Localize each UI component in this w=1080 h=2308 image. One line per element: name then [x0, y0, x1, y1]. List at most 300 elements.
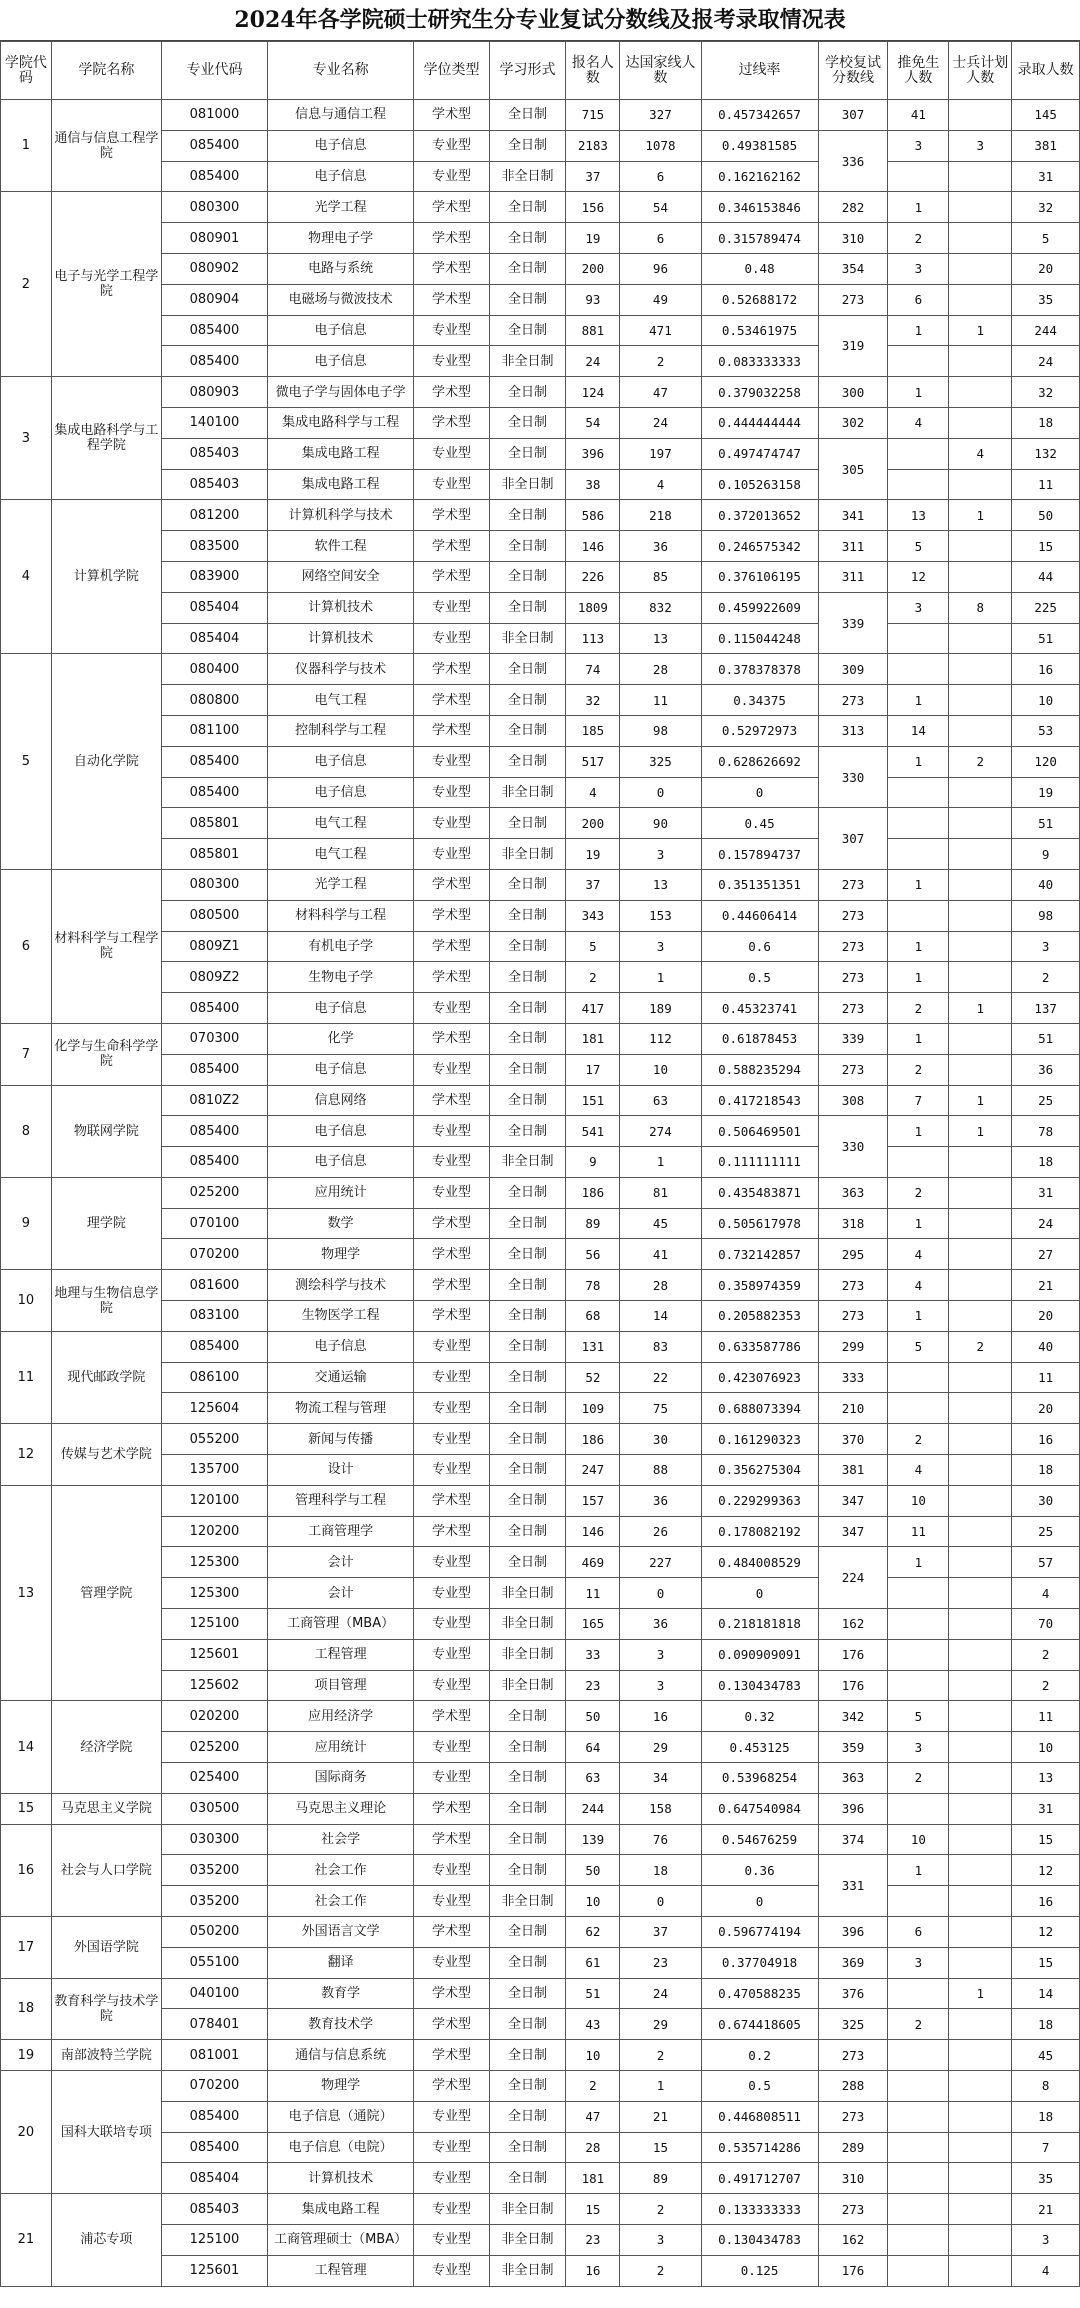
major-name-cell: 计算机技术: [267, 592, 413, 623]
retest-line-cell: 273: [818, 900, 888, 931]
major-code-cell: 085801: [162, 808, 268, 839]
major-code-cell: 085404: [162, 623, 268, 654]
soldier-cell: [949, 931, 1012, 962]
table-row: [1, 531, 1080, 562]
tuimian-cell: [888, 1793, 949, 1824]
table-row: [1, 500, 1080, 531]
study-mode-cell: 全日制: [489, 931, 566, 962]
admitted-cell: 11: [1012, 1362, 1080, 1393]
applicants-cell: 37: [566, 869, 620, 900]
applicants-cell: 5: [566, 931, 620, 962]
major-name-cell: 集成电路工程: [267, 438, 413, 469]
soldier-cell: [949, 1639, 1012, 1670]
pass-rate-cell: 0.358974359: [701, 1270, 818, 1301]
tuimian-cell: [888, 1147, 949, 1178]
retest-line-cell: 339: [818, 1023, 888, 1054]
major-code-cell: 080300: [162, 869, 268, 900]
pass-rate-cell: 0.133333333: [701, 2194, 818, 2225]
major-name-cell: 生物医学工程: [267, 1301, 413, 1332]
degree-type-cell: 专业型: [414, 623, 489, 654]
table-header-row: [1, 42, 1080, 100]
degree-type-cell: 学术型: [414, 561, 489, 592]
major-name-cell: 物理电子学: [267, 223, 413, 254]
pass-rate-cell: 0.45323741: [701, 993, 818, 1024]
tuimian-cell: 1: [888, 685, 949, 716]
applicants-cell: 4: [566, 777, 620, 808]
study-mode-cell: 非全日制: [489, 469, 566, 500]
retest-line-cell: 273: [818, 2040, 888, 2071]
header-pass-rate: 过线率: [701, 42, 818, 100]
study-mode-cell: 全日制: [489, 2040, 566, 2071]
study-mode-cell: 全日制: [489, 130, 566, 161]
tuimian-cell: 4: [888, 407, 949, 438]
table-row: [1, 1270, 1080, 1301]
passed-cell: 41: [620, 1239, 701, 1270]
major-name-cell: 物理学: [267, 1239, 413, 1270]
soldier-cell: [949, 623, 1012, 654]
soldier-cell: [949, 1701, 1012, 1732]
study-mode-cell: 非全日制: [489, 2255, 566, 2286]
major-name-cell: 电气工程: [267, 839, 413, 870]
applicants-cell: 146: [566, 531, 620, 562]
degree-type-cell: 学术型: [414, 100, 489, 131]
study-mode-cell: 全日制: [489, 1485, 566, 1516]
tuimian-cell: 1: [888, 746, 949, 777]
study-mode-cell: 全日制: [489, 377, 566, 408]
major-name-cell: 光学工程: [267, 192, 413, 223]
passed-cell: 218: [620, 500, 701, 531]
tuimian-cell: 2: [888, 1177, 949, 1208]
soldier-cell: [949, 1917, 1012, 1948]
tuimian-cell: [888, 1362, 949, 1393]
study-mode-cell: 全日制: [489, 531, 566, 562]
applicants-cell: 50: [566, 1855, 620, 1886]
major-name-cell: 电子信息: [267, 161, 413, 192]
major-code-cell: 125601: [162, 1639, 268, 1670]
admitted-cell: 2: [1012, 1639, 1080, 1670]
passed-cell: 327: [620, 100, 701, 131]
degree-type-cell: 专业型: [414, 1054, 489, 1085]
applicants-cell: 9: [566, 1147, 620, 1178]
college-code-cell: 9: [1, 1177, 52, 1269]
tuimian-cell: 3: [888, 1947, 949, 1978]
applicants-cell: 11: [566, 1578, 620, 1609]
admitted-cell: 12: [1012, 1855, 1080, 1886]
passed-cell: 197: [620, 438, 701, 469]
college-name-cell: 国科大联培专项: [51, 2071, 161, 2194]
soldier-cell: [949, 1270, 1012, 1301]
admitted-cell: 7: [1012, 2132, 1080, 2163]
major-name-cell: 交通运输: [267, 1362, 413, 1393]
retest-line-cell: 302: [818, 407, 888, 438]
soldier-cell: [949, 900, 1012, 931]
major-code-cell: 085400: [162, 346, 268, 377]
retest-line-cell: 273: [818, 2101, 888, 2132]
study-mode-cell: 非全日制: [489, 161, 566, 192]
soldier-cell: [949, 1301, 1012, 1332]
retest-line-cell: 162: [818, 2224, 888, 2255]
major-code-cell: 025400: [162, 1763, 268, 1794]
table-row: [1, 2163, 1080, 2194]
retest-line-cell: 273: [818, 1301, 888, 1332]
major-name-cell: 电子信息: [267, 1116, 413, 1147]
pass-rate-cell: 0.130434783: [701, 1670, 818, 1701]
pass-rate-cell: 0.218181818: [701, 1609, 818, 1640]
passed-cell: 45: [620, 1208, 701, 1239]
admitted-cell: 120: [1012, 746, 1080, 777]
applicants-cell: 586: [566, 500, 620, 531]
major-name-cell: 计算机科学与技术: [267, 500, 413, 531]
applicants-cell: 151: [566, 1085, 620, 1116]
pass-rate-cell: 0.596774194: [701, 1917, 818, 1948]
major-name-cell: 社会工作: [267, 1855, 413, 1886]
degree-type-cell: 专业型: [414, 1670, 489, 1701]
table-row: [1, 561, 1080, 592]
admitted-cell: 12: [1012, 1917, 1080, 1948]
soldier-cell: [949, 1455, 1012, 1486]
soldier-cell: [949, 869, 1012, 900]
major-name-cell: 计算机技术: [267, 623, 413, 654]
major-name-cell: 微电子学与固体电子学: [267, 377, 413, 408]
admitted-cell: 18: [1012, 1455, 1080, 1486]
tuimian-cell: 2: [888, 223, 949, 254]
passed-cell: 54: [620, 192, 701, 223]
tuimian-cell: [888, 654, 949, 685]
degree-type-cell: 专业型: [414, 130, 489, 161]
study-mode-cell: 全日制: [489, 253, 566, 284]
passed-cell: 10: [620, 1054, 701, 1085]
pass-rate-cell: 0.205882353: [701, 1301, 818, 1332]
study-mode-cell: 非全日制: [489, 346, 566, 377]
admitted-cell: 18: [1012, 407, 1080, 438]
tuimian-cell: 4: [888, 1270, 949, 1301]
table-row: [1, 1793, 1080, 1824]
study-mode-cell: 全日制: [489, 2132, 566, 2163]
soldier-cell: [949, 1239, 1012, 1270]
pass-rate-cell: 0.351351351: [701, 869, 818, 900]
retest-line-cell: 300: [818, 377, 888, 408]
college-name-cell: 南部波特兰学院: [51, 2040, 161, 2071]
pass-rate-cell: 0.372013652: [701, 500, 818, 531]
major-code-cell: 081200: [162, 500, 268, 531]
pass-rate-cell: 0.435483871: [701, 1177, 818, 1208]
soldier-cell: [949, 1578, 1012, 1609]
study-mode-cell: 全日制: [489, 1239, 566, 1270]
applicants-cell: 23: [566, 2224, 620, 2255]
college-name-cell: 通信与信息工程学院: [51, 100, 161, 192]
pass-rate-cell: 0.2: [701, 2040, 818, 2071]
table-row: [1, 2194, 1080, 2225]
tuimian-cell: [888, 1886, 949, 1917]
major-name-cell: 仪器科学与技术: [267, 654, 413, 685]
table-row: [1, 1455, 1080, 1486]
retest-line-cell: 307: [818, 808, 888, 870]
major-code-cell: 078401: [162, 2009, 268, 2040]
table-row: [1, 1547, 1080, 1578]
admitted-cell: 50: [1012, 500, 1080, 531]
passed-cell: 36: [620, 1485, 701, 1516]
soldier-cell: [949, 1886, 1012, 1917]
tuimian-cell: 10: [888, 1824, 949, 1855]
study-mode-cell: 全日制: [489, 962, 566, 993]
major-code-cell: 080800: [162, 685, 268, 716]
passed-cell: 21: [620, 2101, 701, 2132]
major-name-cell: 电子信息: [267, 1147, 413, 1178]
pass-rate-cell: 0.161290323: [701, 1424, 818, 1455]
tuimian-cell: [888, 1609, 949, 1640]
major-code-cell: 055200: [162, 1424, 268, 1455]
applicants-cell: 64: [566, 1732, 620, 1763]
soldier-cell: [949, 2163, 1012, 2194]
major-code-cell: 040100: [162, 1978, 268, 2009]
passed-cell: 28: [620, 654, 701, 685]
passed-cell: 28: [620, 1270, 701, 1301]
major-name-cell: 电气工程: [267, 808, 413, 839]
applicants-cell: 74: [566, 654, 620, 685]
pass-rate-cell: 0.157894737: [701, 839, 818, 870]
table-row: [1, 1177, 1080, 1208]
retest-line-cell: 342: [818, 1701, 888, 1732]
college-code-cell: 15: [1, 1793, 52, 1824]
study-mode-cell: 全日制: [489, 1301, 566, 1332]
study-mode-cell: 全日制: [489, 1177, 566, 1208]
passed-cell: 11: [620, 685, 701, 716]
passed-cell: 189: [620, 993, 701, 1024]
admitted-cell: 137: [1012, 993, 1080, 1024]
degree-type-cell: 学术型: [414, 377, 489, 408]
major-name-cell: 管理科学与工程: [267, 1485, 413, 1516]
admitted-cell: 8: [1012, 2071, 1080, 2102]
degree-type-cell: 专业型: [414, 346, 489, 377]
degree-type-cell: 专业型: [414, 2194, 489, 2225]
pass-rate-cell: 0.52972973: [701, 715, 818, 746]
degree-type-cell: 学术型: [414, 654, 489, 685]
major-name-cell: 工商管理（MBA）: [267, 1609, 413, 1640]
major-code-cell: 085400: [162, 2132, 268, 2163]
applicants-cell: 417: [566, 993, 620, 1024]
tuimian-cell: [888, 1639, 949, 1670]
soldier-cell: [949, 777, 1012, 808]
table-row: [1, 654, 1080, 685]
study-mode-cell: 全日制: [489, 1547, 566, 1578]
admitted-cell: 24: [1012, 1208, 1080, 1239]
retest-line-cell: 363: [818, 1177, 888, 1208]
pass-rate-cell: 0.378378378: [701, 654, 818, 685]
study-mode-cell: 全日制: [489, 438, 566, 469]
table-row: [1, 407, 1080, 438]
tuimian-cell: [888, 839, 949, 870]
soldier-cell: [949, 1023, 1012, 1054]
pass-rate-cell: 0.674418605: [701, 2009, 818, 2040]
major-name-cell: 生物电子学: [267, 962, 413, 993]
college-code-cell: 12: [1, 1424, 52, 1486]
table-row: [1, 2071, 1080, 2102]
major-code-cell: 0810Z2: [162, 1085, 268, 1116]
major-code-cell: 035200: [162, 1886, 268, 1917]
degree-type-cell: 专业型: [414, 469, 489, 500]
pass-rate-cell: 0.628626692: [701, 746, 818, 777]
college-name-cell: 电子与光学工程学院: [51, 192, 161, 377]
applicants-cell: 715: [566, 100, 620, 131]
admitted-cell: 2: [1012, 1670, 1080, 1701]
pass-rate-cell: 0: [701, 1886, 818, 1917]
applicants-cell: 146: [566, 1516, 620, 1547]
tuimian-cell: 5: [888, 531, 949, 562]
applicants-cell: 157: [566, 1485, 620, 1516]
study-mode-cell: 全日制: [489, 1701, 566, 1732]
table-row: [1, 1947, 1080, 1978]
soldier-cell: [949, 685, 1012, 716]
degree-type-cell: 专业型: [414, 315, 489, 346]
applicants-cell: 52: [566, 1362, 620, 1393]
major-name-cell: 电子信息: [267, 746, 413, 777]
college-code-cell: 18: [1, 1978, 52, 2040]
retest-line-cell: 288: [818, 2071, 888, 2102]
study-mode-cell: 全日制: [489, 2009, 566, 2040]
header-soldier: 士兵计划人数: [949, 42, 1012, 100]
pass-rate-cell: 0.417218543: [701, 1085, 818, 1116]
college-name-cell: 浦芯专项: [51, 2194, 161, 2286]
major-name-cell: 电子信息: [267, 315, 413, 346]
college-code-cell: 16: [1, 1824, 52, 1916]
major-code-cell: 125100: [162, 2224, 268, 2255]
table-row: [1, 1732, 1080, 1763]
major-code-cell: 085400: [162, 1054, 268, 1085]
passed-cell: 325: [620, 746, 701, 777]
tuimian-cell: [888, 900, 949, 931]
admitted-cell: 45: [1012, 2040, 1080, 2071]
table-row: [1, 1147, 1080, 1178]
tuimian-cell: 5: [888, 1701, 949, 1732]
admitted-cell: 51: [1012, 808, 1080, 839]
soldier-cell: [949, 223, 1012, 254]
retest-line-cell: 318: [818, 1208, 888, 1239]
pass-rate-cell: 0: [701, 1578, 818, 1609]
degree-type-cell: 学术型: [414, 1516, 489, 1547]
passed-cell: 90: [620, 808, 701, 839]
retest-line-cell: 313: [818, 715, 888, 746]
passed-cell: 832: [620, 592, 701, 623]
study-mode-cell: 全日制: [489, 1054, 566, 1085]
college-code-cell: 3: [1, 377, 52, 500]
degree-type-cell: 专业型: [414, 1177, 489, 1208]
tuimian-cell: 3: [888, 253, 949, 284]
major-name-cell: 电子信息: [267, 777, 413, 808]
degree-type-cell: 专业型: [414, 2224, 489, 2255]
pass-rate-cell: 0: [701, 777, 818, 808]
degree-type-cell: 学术型: [414, 931, 489, 962]
pass-rate-cell: 0.45: [701, 808, 818, 839]
college-code-cell: 17: [1, 1917, 52, 1979]
applicants-cell: 17: [566, 1054, 620, 1085]
passed-cell: 76: [620, 1824, 701, 1855]
major-code-cell: 0809Z1: [162, 931, 268, 962]
retest-line-cell: 176: [818, 1670, 888, 1701]
passed-cell: 13: [620, 623, 701, 654]
degree-type-cell: 学术型: [414, 1793, 489, 1824]
pass-rate-cell: 0.130434783: [701, 2224, 818, 2255]
major-name-cell: 材料科学与工程: [267, 900, 413, 931]
tuimian-cell: [888, 2132, 949, 2163]
major-code-cell: 070100: [162, 1208, 268, 1239]
applicants-cell: 63: [566, 1763, 620, 1794]
applicants-cell: 10: [566, 2040, 620, 2071]
major-code-cell: 125300: [162, 1578, 268, 1609]
degree-type-cell: 专业型: [414, 1147, 489, 1178]
table-row: [1, 746, 1080, 777]
applicants-cell: 181: [566, 2163, 620, 2194]
passed-cell: 14: [620, 1301, 701, 1332]
soldier-cell: [949, 2009, 1012, 2040]
soldier-cell: [949, 1793, 1012, 1824]
applicants-cell: 200: [566, 253, 620, 284]
major-code-cell: 081000: [162, 100, 268, 131]
degree-type-cell: 学术型: [414, 500, 489, 531]
major-code-cell: 030300: [162, 1824, 268, 1855]
passed-cell: 3: [620, 1670, 701, 1701]
degree-type-cell: 学术型: [414, 223, 489, 254]
admitted-cell: 18: [1012, 2101, 1080, 2132]
applicants-cell: 2183: [566, 130, 620, 161]
soldier-cell: [949, 161, 1012, 192]
soldier-cell: [949, 2224, 1012, 2255]
major-name-cell: 光学工程: [267, 869, 413, 900]
passed-cell: 6: [620, 161, 701, 192]
admitted-cell: 44: [1012, 561, 1080, 592]
applicants-cell: 23: [566, 1670, 620, 1701]
admitted-cell: 10: [1012, 1732, 1080, 1763]
tuimian-cell: [888, 1578, 949, 1609]
admitted-cell: 14: [1012, 1978, 1080, 2009]
soldier-cell: [949, 1947, 1012, 1978]
study-mode-cell: 全日制: [489, 1824, 566, 1855]
admitted-cell: 20: [1012, 1301, 1080, 1332]
table-row: [1, 808, 1080, 839]
degree-type-cell: 学术型: [414, 685, 489, 716]
passed-cell: 471: [620, 315, 701, 346]
admitted-cell: 9: [1012, 839, 1080, 870]
retest-line-cell: 299: [818, 1331, 888, 1362]
soldier-cell: 1: [949, 1978, 1012, 2009]
table-row: [1, 993, 1080, 1024]
pass-rate-cell: 0.647540984: [701, 1793, 818, 1824]
study-mode-cell: 全日制: [489, 654, 566, 685]
major-code-cell: 086100: [162, 1362, 268, 1393]
degree-type-cell: 专业型: [414, 1116, 489, 1147]
passed-cell: 158: [620, 1793, 701, 1824]
major-name-cell: 应用统计: [267, 1177, 413, 1208]
tuimian-cell: [888, 438, 949, 469]
degree-type-cell: 学术型: [414, 192, 489, 223]
soldier-cell: [949, 284, 1012, 315]
admitted-cell: 98: [1012, 900, 1080, 931]
applicants-cell: 28: [566, 2132, 620, 2163]
soldier-cell: [949, 1424, 1012, 1455]
admitted-cell: 5: [1012, 223, 1080, 254]
pass-rate-cell: 0.470588235: [701, 1978, 818, 2009]
pass-rate-cell: 0.453125: [701, 1732, 818, 1763]
pass-rate-cell: 0.379032258: [701, 377, 818, 408]
retest-line-cell: 396: [818, 1917, 888, 1948]
table-row: [1, 1917, 1080, 1948]
major-name-cell: 电路与系统: [267, 253, 413, 284]
admitted-cell: 20: [1012, 1393, 1080, 1424]
passed-cell: 81: [620, 1177, 701, 1208]
major-code-cell: 025200: [162, 1177, 268, 1208]
applicants-cell: 2: [566, 2071, 620, 2102]
college-code-cell: 11: [1, 1331, 52, 1423]
degree-type-cell: 学术型: [414, 1917, 489, 1948]
